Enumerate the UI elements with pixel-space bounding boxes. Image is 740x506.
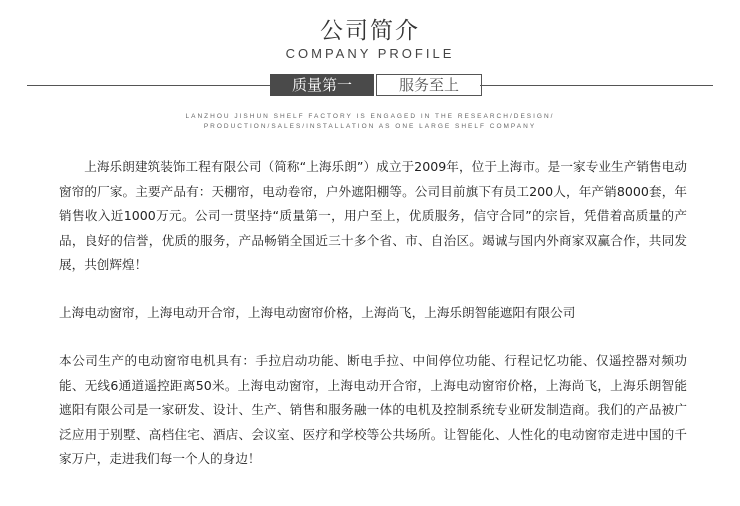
tagline-line-1: LANZHOU JISHUN SHELF FACTORY IS ENGAGED IN THE RESEARCH/DESIGN/: [185, 113, 555, 120]
page-title: 公司简介: [320, 18, 420, 44]
features-paragraph: 本公司生产的电动窗帘电机具有：手拉启动功能、断电手拉、中间停位功能、行程记忆功能、仅遥控器对频功能、无线6通道遥控距离50米。上海电动窗帘，上海电动开合帘，上海电动窗帘价格，上海尚飞，上海乐朗智能遮阳有限公司是一家研发、设计、生产、销售和服务融一体的电机及控制系统专业研发制造商。我们的产品被广泛应用于别墅、高档住宅、酒店、会议室、医疗和学校等公共场所。让智能化、人性化的电动窗帘走进中国的千家万户，走进我们每一个人的身边！: [59, 353, 687, 466]
keywords-paragraph: 上海电动窗帘，上海电动开合帘，上海电动窗帘价格，上海尚飞，上海乐朗智能遮阳有限公司: [59, 305, 576, 320]
service-first-tag: 服务至上: [376, 74, 482, 96]
quality-first-tag: 质量第一: [270, 74, 374, 96]
tagline-line-2: PRODUCTION/SALES/INSTALLATION AS ONE LARGE SHELF COMPANY: [203, 123, 537, 130]
intro-paragraph: 上海乐朗建筑装饰工程有限公司（简称“上海乐朗”）成立于2009年，位于上海市。是一家专业生产销售电动窗帘的厂家。主要产品有：天棚帘，电动卷帘，户外遮阳棚等。公司目前旗下有员工200人，年产销8000套，年销售收入近1000万元。公司一贯坚持“质量第一，用户至上，优质服务，信守合同”的宗旨，凭借着高质量的产品，良好的信誉，优质的服务，产品畅销全国近三十多个省、市、自治区。竭诚与国内外商家双赢合作，共同发展，共创辉煌！: [59, 159, 687, 272]
company-tagline: [0, 112, 740, 132]
page-subtitle: COMPANY PROFILE: [285, 46, 455, 61]
divider-right: [480, 85, 713, 86]
divider-left: [27, 85, 270, 86]
